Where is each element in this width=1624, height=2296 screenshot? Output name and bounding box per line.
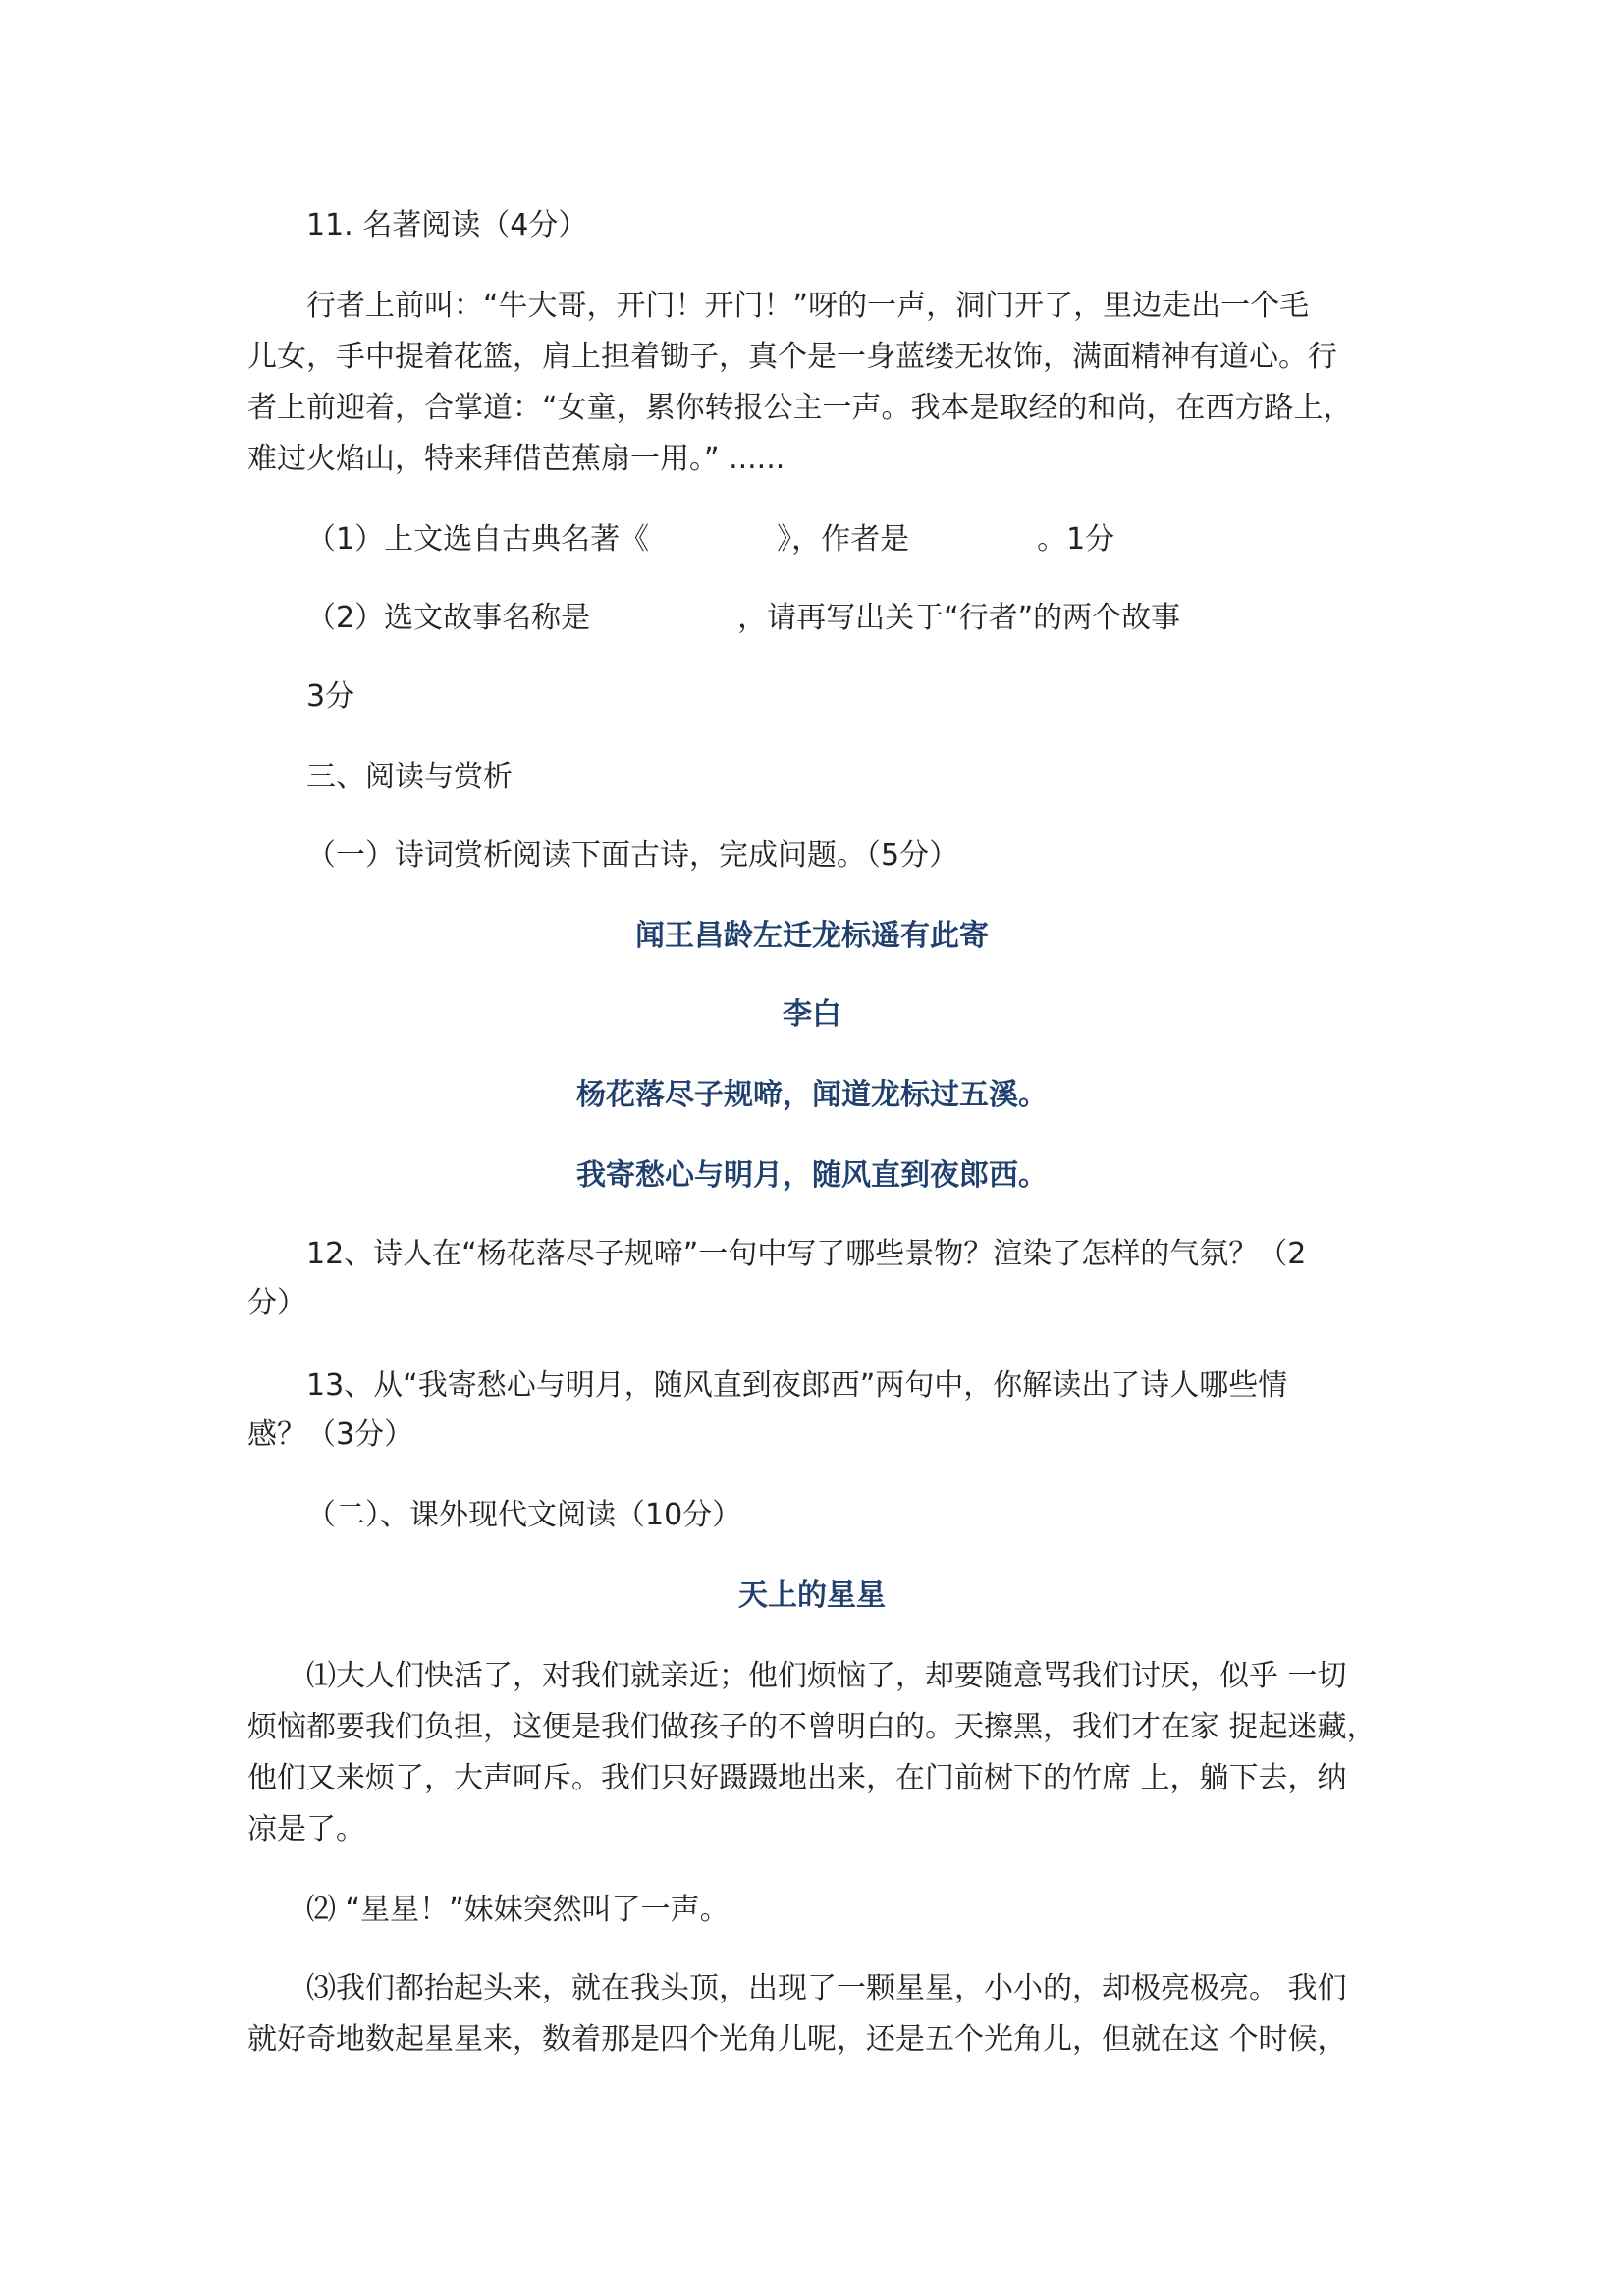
- q13-line-2: 感？（3分）: [247, 1417, 414, 1452]
- part2-heading: （二）、课外现代文阅读（10分）: [306, 1498, 742, 1532]
- part1-heading: （一）诗词赏析阅读下面古诗，完成问题。（5分）: [306, 838, 959, 873]
- q11-heading: 11. 名著阅读（4分）: [306, 208, 588, 242]
- q11-passage-line-4: 难过火焰山，特来拜借芭蕉扇一用。” ......: [247, 442, 785, 476]
- article-p1-line-4: 凉是了。: [247, 1812, 365, 1846]
- q11-sub2-part-a: （2）选文故事名称是: [306, 601, 591, 635]
- poem-line-1: 杨花落尽子规啼，闻道龙标过五溪。: [576, 1078, 1048, 1112]
- q12-line-1: 12、诗人在“杨花落尽子规啼”一句中写了哪些景物？渲染了怎样的气氛？（2: [306, 1237, 1307, 1271]
- q11-sub1-part-c: 。1分: [1037, 522, 1115, 557]
- q11-passage-line-2: 儿女，手中提着花篮，肩上担着锄子，真个是一身蓝缕无妆饰，满面精神有道心。行: [247, 340, 1337, 374]
- q12-line-2: 分）: [247, 1286, 306, 1320]
- article-p1-line-3: 他们又来烦了，大声呵斥。我们只好蹑蹑地出来，在门前树下的竹席 上，躺下去，纳: [247, 1761, 1347, 1795]
- article-title: 天上的星星: [738, 1578, 886, 1613]
- q11-sub1-part-b: 》，作者是: [777, 522, 910, 557]
- article-p2: ⑵ “星星！”妹妹突然叫了一声。: [306, 1893, 730, 1927]
- q11-passage-line-3: 者上前迎着，合掌道：“女童，累你转报公主一声。我本是取经的和尚，在西方路上，: [247, 391, 1353, 425]
- poem-line-2: 我寄愁心与明月，随风直到夜郎西。: [576, 1158, 1048, 1193]
- poem-title: 闻王昌龄左迁龙标遥有此寄: [635, 919, 989, 953]
- q11-sub2-part-b: ，请再写出关于“行者”的两个故事: [737, 601, 1181, 635]
- q13-line-1: 13、从“我寄愁心与明月，随风直到夜郎西”两句中，你解读出了诗人哪些情: [306, 1368, 1288, 1403]
- q11-sub2-score: 3分: [306, 679, 355, 714]
- q11-passage-line-1: 行者上前叫：“牛大哥，开门！开门！”呀的一声，洞门开了，里边走出一个毛: [306, 289, 1310, 323]
- article-p1-line-1: ⑴大人们快活了，对我们就亲近；他们烦恼了，却要随意骂我们讨厌，似乎 一切: [306, 1659, 1347, 1693]
- article-p3-line-1: ⑶我们都抬起头来，就在我头顶，出现了一颗星星，小小的，却极亮极亮。 我们: [306, 1971, 1347, 2005]
- article-p1-line-2: 烦恼都要我们负担，这便是我们做孩子的不曾明白的。天擦黑，我们才在家 捉起迷藏，: [247, 1710, 1377, 1744]
- q11-sub1-part-a: （1）上文选自古典名著《: [306, 522, 650, 557]
- q11-sub2: [306, 599, 1180, 638]
- section3-heading: 三、阅读与赏析: [306, 760, 513, 794]
- article-p3-line-2: 就好奇地数起星星来，数着那是四个光角儿呢，还是五个光角儿，但就在这 个时候，: [247, 2022, 1347, 2056]
- q11-sub1: [306, 520, 1114, 560]
- poem-author: 李白: [783, 997, 841, 1032]
